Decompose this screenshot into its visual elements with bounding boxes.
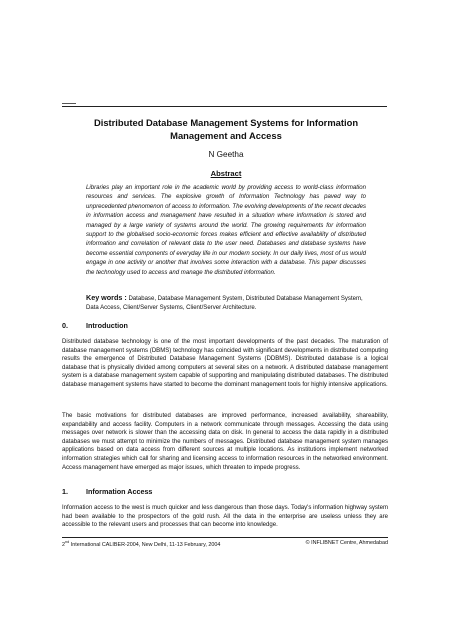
- footer-conference: [62, 540, 220, 548]
- paragraph: The basic motivations for distributed databases are improved performance, increased availability, shareability, expandability and access facility. Computers in a network communicate through messages. Accessing the data using messages over network is slower than the accessing data on disk. In general to access the data rapidly in a distributed databases we must attempt to minimize the numbers of messages. Distributed database management system manages applications based on data access from different sources at multiple locations. As institutions implement networked information strategies which call for sharing and licensing access to information resources in the networked environment. Access management have emerged as major issues, which threaten to impede progress.: [62, 413, 388, 471]
- section-number: 1.: [62, 487, 68, 496]
- keywords-label: Key words :: [86, 293, 127, 302]
- paragraph: Distributed database technology is one of the most important developments of the past decades. The maturation of database management systems (DBMS) technology has coincided with significant developments in distributed computing results the emergence of Distributed Database Management Systems (DDBMS). Distributed database is a logical database that is physically divided among computers at several sites on a network. A distributed database management system is a database management system capable of supporting and manipulating distributed databases. The distributed database management systems have started to become the dominant management tools for highly intensive applications.: [62, 339, 388, 388]
- footer-copyright: © INFLIBNET Centre, Ahmedabad: [305, 540, 388, 546]
- keywords: [86, 293, 371, 314]
- abstract-text: Libraries play an important role in the academic world by providing access to world-class information resources and services. The explosive growth of Information Technology has paved way to unprecedented phenomenon of access to information. The evolving developments of the recent decades in information access and management have resulted in a situation where information is stored and managed by a large variety of systems around the world. The growing requirements for information support to the globalised socio-economic forces makes efficient and effective availability of distributed information and correlation of relevant data to the user need. Databases and database systems have become essential components of everyday life in our modern society. In our daily lives, most of us would engage in one activity or another that involves some interaction with a database. This paper discusses the technology used to access and manage the distributed information.: [86, 185, 366, 276]
- header-rule-short: [62, 103, 76, 104]
- author-name: N Geetha: [208, 150, 244, 159]
- footer-edition-number: 2: [62, 541, 65, 548]
- footer-ordinal-suffix: nd: [65, 540, 70, 544]
- abstract-heading: Abstract: [210, 169, 242, 178]
- footer-conference-text: International CALIBER-2004, New Delhi, 11-13 February, 2004: [69, 541, 221, 548]
- section-number: 0.: [62, 321, 68, 330]
- keywords-text: Database, Database Management System, Distributed Database Management System, Data Access, Client/Server Systems, Client/Server Architecture.: [86, 296, 363, 312]
- paragraph: Information access to the west is much quicker and less dangerous than those days. Today's information highway system had been available to the prospectors of the gold rush. All the data in the enterprise are useless unless they are accessible to the relevant users and processes that can become into knowledge.: [62, 505, 388, 529]
- paper-title: Distributed Database Management Systems for Information Management and Access: [93, 117, 359, 141]
- footer-rule: [62, 537, 388, 538]
- section-title: Introduction: [86, 321, 128, 330]
- section-title: Information Access: [86, 487, 153, 496]
- section-heading-information-access: [62, 487, 152, 496]
- section-heading-introduction: [62, 321, 128, 330]
- header-rule: [62, 106, 387, 107]
